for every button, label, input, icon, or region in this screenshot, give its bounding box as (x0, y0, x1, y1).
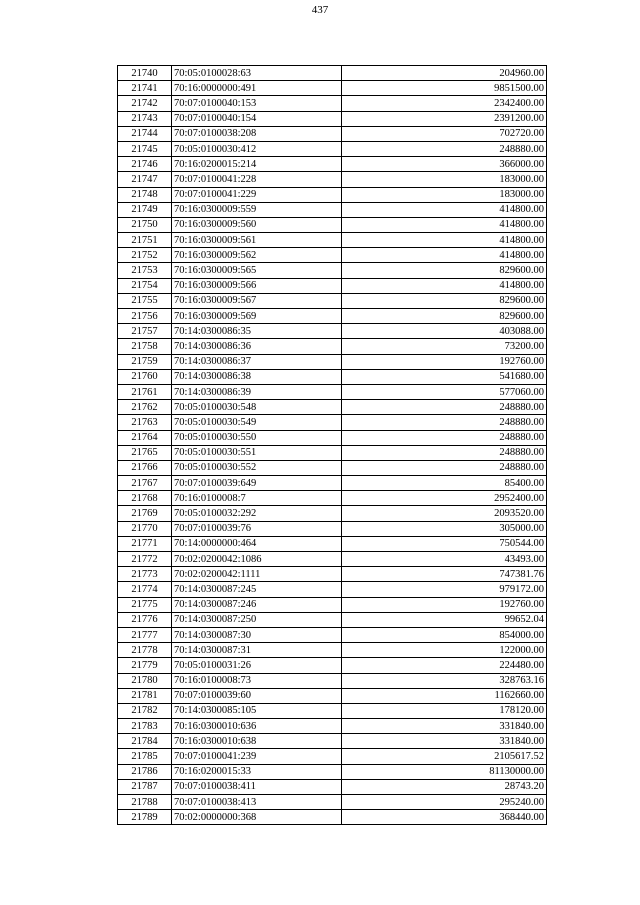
table-row (118, 157, 547, 172)
cadastral-number: 70:16:0200015:214 (172, 157, 342, 172)
registry-table-body (118, 66, 547, 825)
table-row (118, 734, 547, 749)
value-amount: 2952400.00 (342, 491, 547, 506)
value-amount: 1162660.00 (342, 688, 547, 703)
table-row (118, 263, 547, 278)
row-number: 21788 (118, 795, 172, 810)
cadastral-number: 70:16:0100008:7 (172, 491, 342, 506)
table-row (118, 764, 547, 779)
row-number: 21741 (118, 81, 172, 96)
value-amount: 28743.20 (342, 779, 547, 794)
row-number: 21764 (118, 430, 172, 445)
row-number: 21760 (118, 369, 172, 384)
table-row (118, 476, 547, 491)
row-number: 21783 (118, 719, 172, 734)
cadastral-number: 70:05:0100028:63 (172, 66, 342, 81)
row-number: 21747 (118, 172, 172, 187)
row-number: 21782 (118, 703, 172, 718)
row-number: 21744 (118, 126, 172, 141)
value-amount: 295240.00 (342, 795, 547, 810)
value-amount: 248880.00 (342, 415, 547, 430)
cadastral-number: 70:16:0300009:561 (172, 233, 342, 248)
table-row (118, 627, 547, 642)
table-row (118, 719, 547, 734)
table-row (118, 460, 547, 475)
page-number: 437 (311, 4, 329, 16)
row-number: 21784 (118, 734, 172, 749)
table-row (118, 141, 547, 156)
row-number: 21746 (118, 157, 172, 172)
table-row (118, 81, 547, 96)
value-amount: 2342400.00 (342, 96, 547, 111)
table-row (118, 66, 547, 81)
cadastral-number: 70:14:0300087:31 (172, 643, 342, 658)
cadastral-number: 70:05:0100030:550 (172, 430, 342, 445)
value-amount: 2093520.00 (342, 506, 547, 521)
table-row (118, 688, 547, 703)
value-amount: 2391200.00 (342, 111, 547, 126)
value-amount: 979172.00 (342, 582, 547, 597)
table-row (118, 749, 547, 764)
value-amount: 414800.00 (342, 278, 547, 293)
row-number: 21773 (118, 567, 172, 582)
row-number: 21772 (118, 552, 172, 567)
row-number: 21754 (118, 278, 172, 293)
value-amount: 403088.00 (342, 324, 547, 339)
cadastral-number: 70:16:0300009:559 (172, 202, 342, 217)
cadastral-number: 70:07:0100039:76 (172, 521, 342, 536)
table-row (118, 248, 547, 263)
cadastral-number: 70:07:0100038:413 (172, 795, 342, 810)
row-number: 21748 (118, 187, 172, 202)
row-number: 21743 (118, 111, 172, 126)
value-amount: 248880.00 (342, 141, 547, 156)
cadastral-number: 70:14:0300086:39 (172, 384, 342, 399)
table-row (118, 552, 547, 567)
value-amount: 414800.00 (342, 217, 547, 232)
row-number: 21781 (118, 688, 172, 703)
row-number: 21787 (118, 779, 172, 794)
table-row (118, 111, 547, 126)
row-number: 21770 (118, 521, 172, 536)
row-number: 21768 (118, 491, 172, 506)
table-row (118, 369, 547, 384)
cadastral-number: 70:07:0100039:649 (172, 476, 342, 491)
value-amount: 305000.00 (342, 521, 547, 536)
cadastral-number: 70:16:0300009:565 (172, 263, 342, 278)
row-number: 21779 (118, 658, 172, 673)
row-number: 21789 (118, 810, 172, 825)
table-row (118, 400, 547, 415)
cadastral-number: 70:07:0100038:208 (172, 126, 342, 141)
cadastral-number: 70:02:0000000:368 (172, 810, 342, 825)
cadastral-number: 70:05:0100030:551 (172, 445, 342, 460)
row-number: 21749 (118, 202, 172, 217)
value-amount: 73200.00 (342, 339, 547, 354)
value-amount: 9851500.00 (342, 81, 547, 96)
table-row (118, 536, 547, 551)
row-number: 21759 (118, 354, 172, 369)
cadastral-number: 70:14:0300085:105 (172, 703, 342, 718)
row-number: 21742 (118, 96, 172, 111)
row-number: 21771 (118, 536, 172, 551)
value-amount: 541680.00 (342, 369, 547, 384)
value-amount: 829600.00 (342, 293, 547, 308)
table-row (118, 324, 547, 339)
cadastral-number: 70:05:0100031:26 (172, 658, 342, 673)
cadastral-number: 70:05:0100030:412 (172, 141, 342, 156)
row-number: 21767 (118, 476, 172, 491)
value-amount: 368440.00 (342, 810, 547, 825)
cadastral-number: 70:05:0100032:292 (172, 506, 342, 521)
table-row (118, 172, 547, 187)
table-row (118, 795, 547, 810)
value-amount: 414800.00 (342, 233, 547, 248)
value-amount: 331840.00 (342, 734, 547, 749)
table-row (118, 233, 547, 248)
cadastral-number: 70:16:0000000:491 (172, 81, 342, 96)
cadastral-number: 70:07:0100040:154 (172, 111, 342, 126)
table-row (118, 309, 547, 324)
value-amount: 224480.00 (342, 658, 547, 673)
value-amount: 204960.00 (342, 66, 547, 81)
cadastral-number: 70:14:0300086:37 (172, 354, 342, 369)
row-number: 21752 (118, 248, 172, 263)
row-number: 21774 (118, 582, 172, 597)
value-amount: 248880.00 (342, 460, 547, 475)
value-amount: 2105617.52 (342, 749, 547, 764)
cadastral-number: 70:14:0300087:30 (172, 627, 342, 642)
value-amount: 85400.00 (342, 476, 547, 491)
table-row (118, 96, 547, 111)
table-row (118, 597, 547, 612)
cadastral-number: 70:16:0300010:636 (172, 719, 342, 734)
cadastral-number: 70:14:0300087:250 (172, 612, 342, 627)
table-row (118, 339, 547, 354)
cadastral-number: 70:16:0200015:33 (172, 764, 342, 779)
value-amount: 702720.00 (342, 126, 547, 141)
table-row (118, 293, 547, 308)
row-number: 21785 (118, 749, 172, 764)
table-row (118, 673, 547, 688)
row-number: 21775 (118, 597, 172, 612)
table-row (118, 506, 547, 521)
table-row (118, 278, 547, 293)
value-amount: 248880.00 (342, 445, 547, 460)
table-row (118, 658, 547, 673)
cadastral-number: 70:07:0100038:411 (172, 779, 342, 794)
table-row (118, 430, 547, 445)
value-amount: 829600.00 (342, 309, 547, 324)
table-row (118, 643, 547, 658)
row-number: 21753 (118, 263, 172, 278)
value-amount: 328763.16 (342, 673, 547, 688)
row-number: 21763 (118, 415, 172, 430)
value-amount: 577060.00 (342, 384, 547, 399)
row-number: 21777 (118, 627, 172, 642)
table-row (118, 612, 547, 627)
table-row (118, 582, 547, 597)
value-amount: 183000.00 (342, 172, 547, 187)
cadastral-number: 70:05:0100030:552 (172, 460, 342, 475)
cadastral-number: 70:07:0100041:239 (172, 749, 342, 764)
cadastral-number: 70:07:0100041:229 (172, 187, 342, 202)
cadastral-number: 70:14:0300086:35 (172, 324, 342, 339)
table-row (118, 187, 547, 202)
registry-table (117, 65, 547, 825)
row-number: 21757 (118, 324, 172, 339)
table-row (118, 415, 547, 430)
row-number: 21755 (118, 293, 172, 308)
value-amount: 248880.00 (342, 430, 547, 445)
value-amount: 366000.00 (342, 157, 547, 172)
row-number: 21786 (118, 764, 172, 779)
value-amount: 331840.00 (342, 719, 547, 734)
table-row (118, 567, 547, 582)
cadastral-number: 70:07:0100041:228 (172, 172, 342, 187)
value-amount: 414800.00 (342, 202, 547, 217)
row-number: 21740 (118, 66, 172, 81)
value-amount: 43493.00 (342, 552, 547, 567)
value-amount: 122000.00 (342, 643, 547, 658)
table-row (118, 810, 547, 825)
value-amount: 854000.00 (342, 627, 547, 642)
cadastral-number: 70:16:0300010:638 (172, 734, 342, 749)
row-number: 21758 (118, 339, 172, 354)
cadastral-number: 70:07:0100039:60 (172, 688, 342, 703)
cadastral-number: 70:14:0300086:38 (172, 369, 342, 384)
row-number: 21778 (118, 643, 172, 658)
row-number: 21762 (118, 400, 172, 415)
cadastral-number: 70:16:0300009:567 (172, 293, 342, 308)
table-row (118, 779, 547, 794)
row-number: 21766 (118, 460, 172, 475)
table-row (118, 217, 547, 232)
value-amount: 192760.00 (342, 597, 547, 612)
row-number: 21751 (118, 233, 172, 248)
cadastral-number: 70:02:0200042:1086 (172, 552, 342, 567)
row-number: 21750 (118, 217, 172, 232)
row-number: 21756 (118, 309, 172, 324)
cadastral-number: 70:16:0300009:562 (172, 248, 342, 263)
value-amount: 414800.00 (342, 248, 547, 263)
table-row (118, 491, 547, 506)
row-number: 21776 (118, 612, 172, 627)
table-row (118, 521, 547, 536)
value-amount: 99652.04 (342, 612, 547, 627)
table-row (118, 126, 547, 141)
cadastral-number: 70:16:0100008:73 (172, 673, 342, 688)
cadastral-number: 70:16:0300009:569 (172, 309, 342, 324)
row-number: 21769 (118, 506, 172, 521)
cadastral-number: 70:02:0200042:1111 (172, 567, 342, 582)
cadastral-number: 70:14:0000000:464 (172, 536, 342, 551)
value-amount: 750544.00 (342, 536, 547, 551)
cadastral-number: 70:16:0300009:566 (172, 278, 342, 293)
table-row (118, 445, 547, 460)
cadastral-number: 70:07:0100040:153 (172, 96, 342, 111)
row-number: 21745 (118, 141, 172, 156)
value-amount: 248880.00 (342, 400, 547, 415)
cadastral-number: 70:14:0300086:36 (172, 339, 342, 354)
table-row (118, 202, 547, 217)
value-amount: 829600.00 (342, 263, 547, 278)
cadastral-number: 70:14:0300087:245 (172, 582, 342, 597)
value-amount: 183000.00 (342, 187, 547, 202)
cadastral-number: 70:05:0100030:548 (172, 400, 342, 415)
row-number: 21761 (118, 384, 172, 399)
cadastral-number: 70:14:0300087:246 (172, 597, 342, 612)
row-number: 21765 (118, 445, 172, 460)
value-amount: 178120.00 (342, 703, 547, 718)
table-row (118, 354, 547, 369)
cadastral-number: 70:16:0300009:560 (172, 217, 342, 232)
table-row (118, 384, 547, 399)
value-amount: 81130000.00 (342, 764, 547, 779)
cadastral-number: 70:05:0100030:549 (172, 415, 342, 430)
value-amount: 747381.76 (342, 567, 547, 582)
value-amount: 192760.00 (342, 354, 547, 369)
table-row (118, 703, 547, 718)
row-number: 21780 (118, 673, 172, 688)
